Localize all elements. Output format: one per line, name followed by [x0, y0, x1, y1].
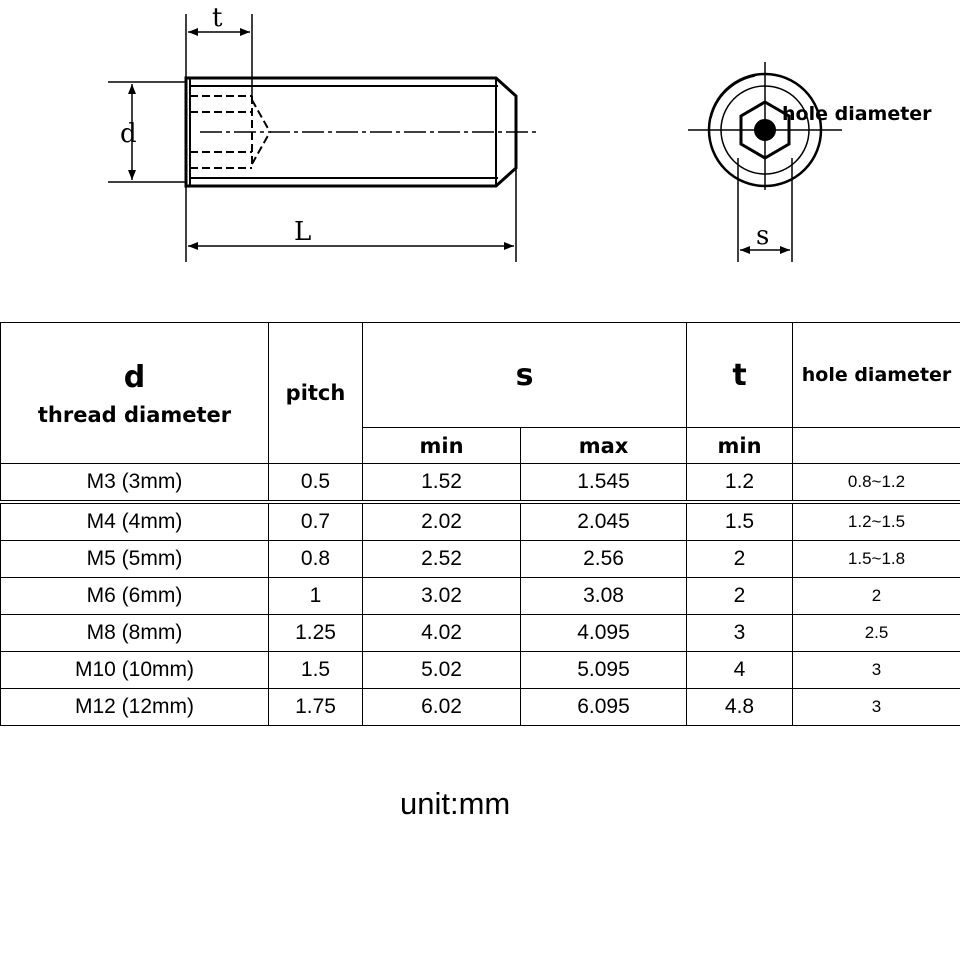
cell-thread-diameter: M12 (12mm)	[1, 689, 269, 726]
cell-pitch: 1.75	[269, 689, 363, 726]
table-row	[1, 541, 960, 578]
unit-label: unit:mm	[400, 786, 511, 821]
table-row	[1, 464, 960, 503]
technical-drawing	[0, 0, 960, 300]
cell-pitch: 1	[269, 578, 363, 615]
cell-s-min: 3.02	[363, 578, 521, 615]
header-t: t	[687, 323, 793, 428]
spec-table	[0, 322, 960, 726]
cell-thread-diameter: M4 (4mm)	[1, 502, 269, 541]
cell-hole-diameter: 3	[793, 652, 960, 689]
header-d-label: thread diameter	[37, 402, 232, 427]
cell-t-min: 3	[687, 615, 793, 652]
cell-t-min: 1.5	[687, 502, 793, 541]
cell-pitch: 1.25	[269, 615, 363, 652]
cell-s-max: 2.045	[521, 502, 687, 541]
table-row	[1, 578, 960, 615]
cell-pitch: 0.7	[269, 502, 363, 541]
side-view	[108, 14, 540, 262]
cell-t-min: 2	[687, 541, 793, 578]
header-s: s	[363, 323, 687, 428]
label-d: d	[120, 119, 137, 149]
cell-pitch: 0.5	[269, 464, 363, 503]
cell-s-min: 2.02	[363, 502, 521, 541]
cell-s-min: 1.52	[363, 464, 521, 503]
cell-thread-diameter: M6 (6mm)	[1, 578, 269, 615]
header-t-min: min	[687, 428, 793, 464]
cell-s-max: 5.095	[521, 652, 687, 689]
cell-s-max: 6.095	[521, 689, 687, 726]
cell-thread-diameter: M5 (5mm)	[1, 541, 269, 578]
header-s-max: max	[521, 428, 687, 464]
header-s-min: min	[363, 428, 521, 464]
cell-s-min: 4.02	[363, 615, 521, 652]
table-row	[1, 689, 960, 726]
cell-pitch: 0.8	[269, 541, 363, 578]
header-pitch: pitch	[269, 323, 363, 464]
cell-t-min: 2	[687, 578, 793, 615]
label-L: L	[294, 217, 312, 247]
cell-thread-diameter: M10 (10mm)	[1, 652, 269, 689]
cell-thread-diameter: M8 (8mm)	[1, 615, 269, 652]
cell-t-min: 4	[687, 652, 793, 689]
cell-hole-diameter: 2	[793, 578, 960, 615]
cell-s-max: 3.08	[521, 578, 687, 615]
cell-hole-diameter: 1.5~1.8	[793, 541, 960, 578]
table-row	[1, 502, 960, 541]
table-row	[1, 615, 960, 652]
cell-t-min: 1.2	[687, 464, 793, 503]
label-s: s	[756, 221, 770, 251]
header-hole-blank	[793, 428, 960, 464]
cell-s-max: 2.56	[521, 541, 687, 578]
header-d-symbol: d	[123, 359, 146, 395]
header-hole-diameter: hole diameter	[793, 323, 960, 428]
cell-hole-diameter: 0.8~1.2	[793, 464, 960, 503]
cell-s-min: 2.52	[363, 541, 521, 578]
cell-s-min: 6.02	[363, 689, 521, 726]
cell-pitch: 1.5	[269, 652, 363, 689]
header-thread-diameter	[1, 323, 269, 464]
cell-thread-diameter: M3 (3mm)	[1, 464, 269, 503]
cell-s-max: 4.095	[521, 615, 687, 652]
cell-hole-diameter: 3	[793, 689, 960, 726]
cell-s-min: 5.02	[363, 652, 521, 689]
cell-hole-diameter: 2.5	[793, 615, 960, 652]
table-row	[1, 652, 960, 689]
cell-s-max: 1.545	[521, 464, 687, 503]
cell-t-min: 4.8	[687, 689, 793, 726]
label-hole-diameter: hole diameter	[782, 103, 932, 125]
label-t: t	[212, 3, 223, 33]
cell-hole-diameter: 1.2~1.5	[793, 502, 960, 541]
